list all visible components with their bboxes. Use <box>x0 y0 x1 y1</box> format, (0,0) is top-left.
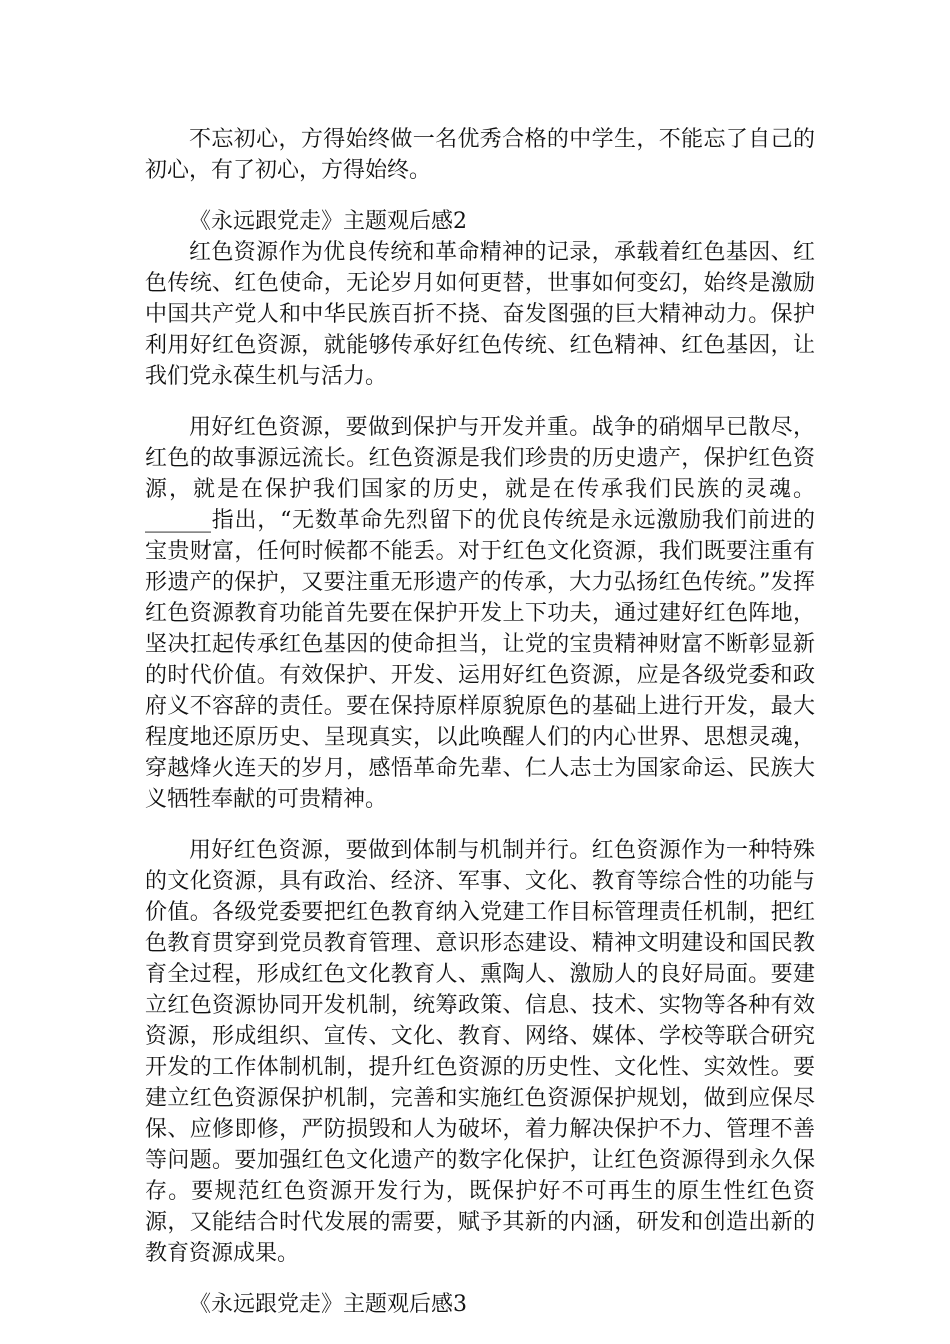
paragraph-system-mechanism: 用好红色资源，要做到体制与机制并行。红色资源作为一种特殊的文化资源，具有政治、经济、军事、文化、教育等综合性的功能与价值。各级党委要把红色教育纳入党建工作目标管理责任机制，把红色教育贯穿到党员教育管理、意识形态建设、精神文明建设和国民教育全过程，形成红色文化教育人、熏陶人、激励人的良好局面。要建立红色资源协同开发机制，统筹政策、信息、技术、实物等各种有效资源，形成组织、宣传、文化、教育、网络、媒体、学校等联合研究开发的工作体制机制，提升红色资源的历史性、文化性、实效性。要建立红色资源保护机制，完善和实施红色资源保护规划，做到应保尽保、应修即修，严防损毁和人为破坏，着力解决保护不力、管理不善等问题。要加强红色文化遗产的数字化保护，让红色资源得到永久保存。要规范红色资源开发行为，既保护好不可再生的原生性红色资源，又能结合时代发展的需要，赋予其新的内涵，研发和创造出新的教育资源成果。 <box>145 838 815 1266</box>
paragraph-intro: 不忘初心，方得始终做一名优秀合格的中学生，不能忘了自己的初心，有了初心，方得始终。 <box>145 127 815 183</box>
paragraph-red-resources: 红色资源作为优良传统和革命精神的记录，承载着红色基因、红色传统、红色使命，无论岁月如何更替，世事如何变幻，始终是激励中国共产党人和中华民族百折不挠、奋发图强的巨大精神动力。保护利用好红色资源，就能够传承好红色传统、红色精神、红色基因，让我们党永葆生机与活力。 <box>145 240 815 389</box>
section-heading-3: 《永远跟党走》主题观后感3 <box>189 1292 467 1317</box>
paragraph-protection-development: 用好红色资源，要做到保护与开发并重。战争的硝烟早已散尽，红色的故事源远流长。红色资源是我们珍贵的历史遗产，保护红色资源，就是在保护我们国家的历史，就是在传承我们民族的灵魂。______指出，“无数革命先烈留下的优良传统是永远激励我们前进的宝贵财富，任何时候都不能丢。对于红色文化资源，我们既要注重有形遗产的保护，又要注重无形遗产的传承，大力弘扬红色传统。”发挥红色资源教育功能首先要在保护开发上下功夫，通过建好红色阵地，坚决扛起传承红色基因的使命担当，让党的宝贵精神财富不断彰显新的时代价值。有效保护、开发、运用好红色资源，应是各级党委和政府义不容辞的责任。要在保持原样原貌原色的基础上进行开发，最大程度地还原历史、呈现真实，以此唤醒人们的内心世界、思想灵魂，穿越烽火连天的岁月，感悟革命先辈、仁人志士为国家命运、民族大义牺牲奉献的可贵精神。 <box>145 415 815 812</box>
section-heading-2: 《永远跟党走》主题观后感2 <box>189 209 467 234</box>
document-page <box>145 124 815 1320</box>
